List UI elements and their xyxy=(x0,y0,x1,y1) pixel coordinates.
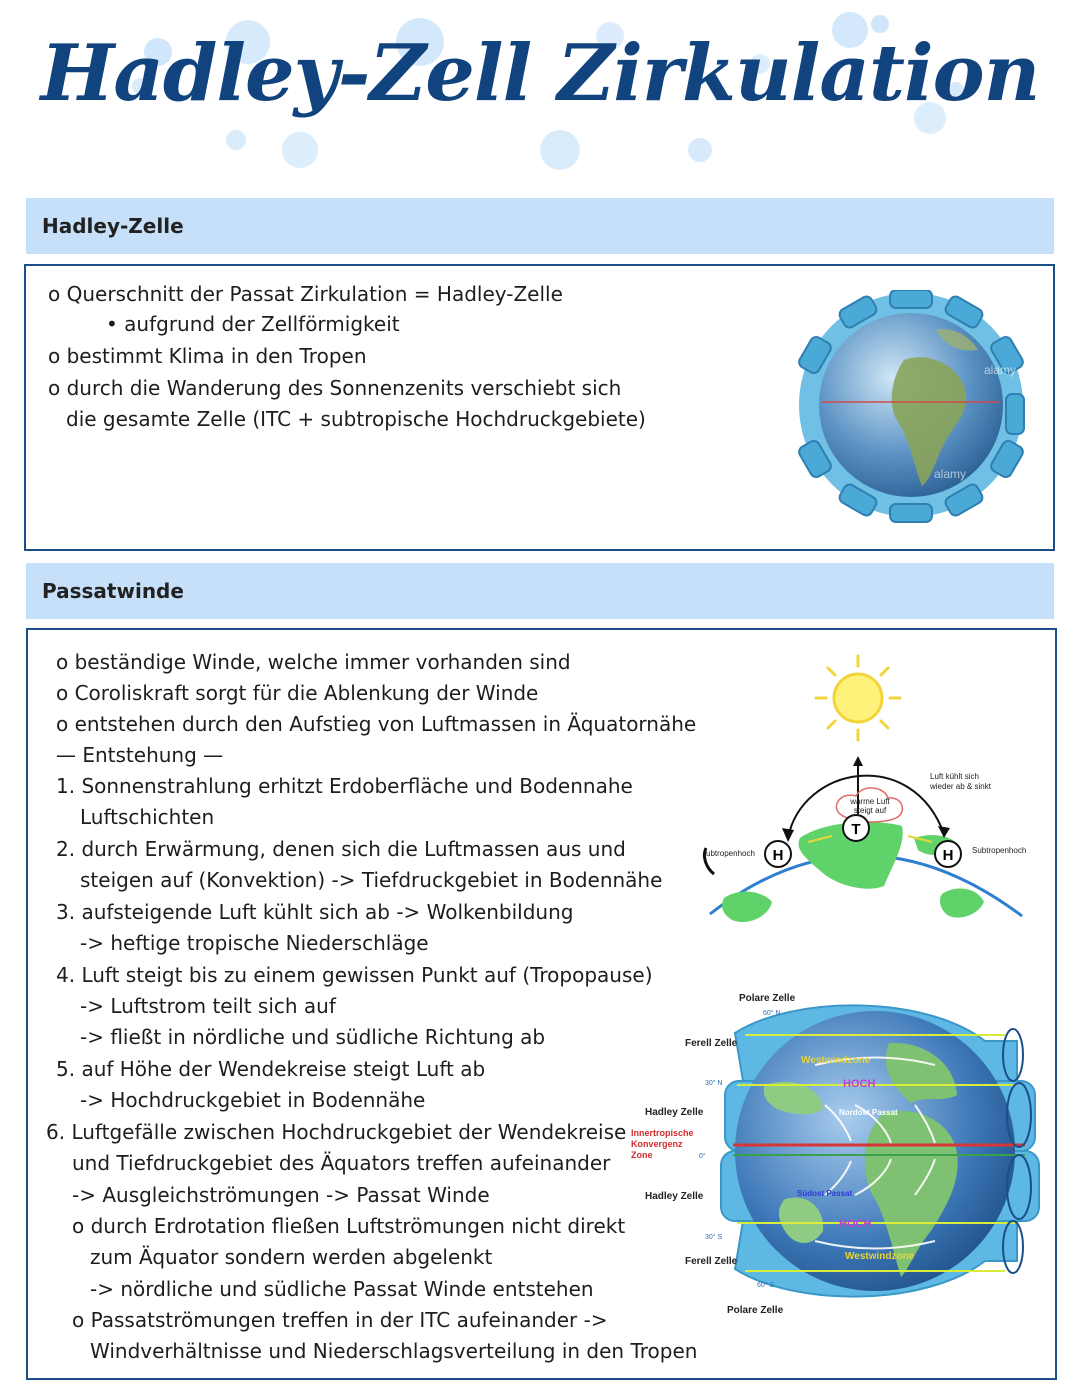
ne-trade-label: Nordost Passat xyxy=(839,1108,898,1117)
text-line: zum Äquator sondern werden abgelenkt xyxy=(90,1245,493,1269)
text-line: 3. aufsteigende Luft kühlt sich ab -> Wolkenbildung xyxy=(56,900,574,924)
ferrel-cell-north-label: Ferell Zelle xyxy=(685,1038,738,1049)
high-pressure-symbol: H xyxy=(942,847,954,864)
text-line: 4. Luft steigt bis zu einem gewissen Punkt auf (Tropopause) xyxy=(56,963,653,987)
high-pressure-symbol: H xyxy=(772,847,784,864)
text-line: o Passatströmungen treffen in der ITC aufeinander -> xyxy=(72,1308,608,1332)
land-mass xyxy=(940,888,984,917)
convection-diagram xyxy=(692,646,1042,936)
hadley-cell-south-label: Hadley Zelle xyxy=(645,1191,704,1202)
warm-air-label: warme Luft xyxy=(850,797,890,806)
text-line: 1. Sonnenstrahlung erhitzt Erdoberfläche und Bodennahe xyxy=(56,774,633,798)
itc-label: Innertropische xyxy=(631,1128,694,1138)
hadley-globe-illustration xyxy=(786,290,1036,530)
cooling-air-label: Luft kühlt sich xyxy=(930,772,979,781)
text-line: -> heftige tropische Niederschläge xyxy=(80,931,429,955)
itc-label: Konvergenz xyxy=(631,1139,683,1149)
lat-60s-label: 60° S xyxy=(757,1282,775,1289)
text-line: o durch die Wanderung des Sonnenzenits verschiebt sich xyxy=(48,376,622,400)
page-title: Hadley-Zell Zirkulation xyxy=(40,28,1040,119)
text-line: -> Ausgleichströmungen -> Passat Winde xyxy=(72,1183,490,1207)
lat-0-label: 0° xyxy=(699,1153,706,1160)
text-line: 2. durch Erwärmung, denen sich die Luftmassen aus und xyxy=(56,837,626,861)
text-line: o durch Erdrotation fließen Luftströmungen nicht direkt xyxy=(72,1214,626,1238)
text-line: -> nördliche und südliche Passat Winde entstehen xyxy=(90,1277,594,1301)
itc-label: Zone xyxy=(631,1150,653,1160)
text-line: -> Hochdruckgebiet in Bodennähe xyxy=(80,1088,426,1112)
text-line: o Coroliskraft sorgt für die Ablenkung der Winde xyxy=(56,681,539,705)
polar-cell-north-label: Polare Zelle xyxy=(739,993,796,1004)
text-line: steigen auf (Konvektion) -> Tiefdruckgebiet in Bodennähe xyxy=(80,868,663,892)
text-line: 5. auf Höhe der Wendekreise steigt Luft ab xyxy=(56,1057,486,1081)
hadley-cell-north-label: Hadley Zelle xyxy=(645,1107,704,1118)
text-line: die gesamte Zelle (ITC + subtropische Hochdruckgebiete) xyxy=(66,407,646,431)
text-line: Windverhältnisse und Niederschlagsverteilung in den Tropen xyxy=(90,1339,698,1363)
section-heading-hadley: Hadley-Zelle xyxy=(26,198,1054,254)
high-south-label: HOCH xyxy=(839,1218,872,1230)
text-line: -> fließt in nördliche und südliche Richtung ab xyxy=(80,1025,546,1049)
watermark-bottom: alamy xyxy=(934,467,967,481)
text-line: o entstehen durch den Aufstieg von Luftmassen in Äquatornähe xyxy=(56,712,697,736)
lat-30n-label: 30° N xyxy=(705,1080,723,1087)
subtropical-high-label-left: ubtropenhoch xyxy=(706,849,755,858)
text-line: o bestimmt Klima in den Tropen xyxy=(48,344,367,368)
hadley-content-box xyxy=(24,264,1055,551)
text-line: -> Luftstrom teilt sich auf xyxy=(80,994,336,1018)
text-line: — Entstehung — xyxy=(56,743,224,767)
text-line: Luftschichten xyxy=(80,805,215,829)
low-pressure-symbol: T xyxy=(851,821,861,838)
text-line: o Querschnitt der Passat Zirkulation = Hadley-Zelle xyxy=(48,282,563,306)
global-circulation-diagram xyxy=(625,985,1055,1325)
text-line: und Tiefdruckgebiet des Äquators treffen aufeinander xyxy=(72,1151,611,1175)
warm-air-label: steigt auf xyxy=(853,806,887,815)
land-mass xyxy=(722,892,772,922)
lat-60n-label: 60° N xyxy=(763,1010,781,1017)
westwind-south-label: Westwindzone xyxy=(845,1251,915,1262)
watermark-top: alamy xyxy=(984,363,1017,377)
sun-icon xyxy=(816,656,900,740)
title-banner xyxy=(0,0,1080,180)
high-north-label: HOCH xyxy=(843,1078,876,1090)
section-heading-passatwinde: Passatwinde xyxy=(26,563,1054,619)
lat-30s-label: 30° S xyxy=(705,1234,723,1241)
polar-cell-south-label: Polare Zelle xyxy=(727,1305,784,1316)
text-line: o beständige Winde, welche immer vorhanden sind xyxy=(56,650,571,674)
text-line: • aufgrund der Zellförmigkeit xyxy=(106,312,400,336)
text-line: 6. Luftgefälle zwischen Hochdruckgebiet der Wendekreise xyxy=(46,1120,627,1144)
westwind-north-label: Westwindzone xyxy=(801,1055,871,1066)
cooling-air-label: wieder ab & sinkt xyxy=(930,782,991,791)
ferrel-cell-south-label: Ferell Zelle xyxy=(685,1256,738,1267)
se-trade-label: Südost Passat xyxy=(797,1189,853,1198)
subtropical-high-label-right: Subtropenhoch xyxy=(972,846,1027,855)
